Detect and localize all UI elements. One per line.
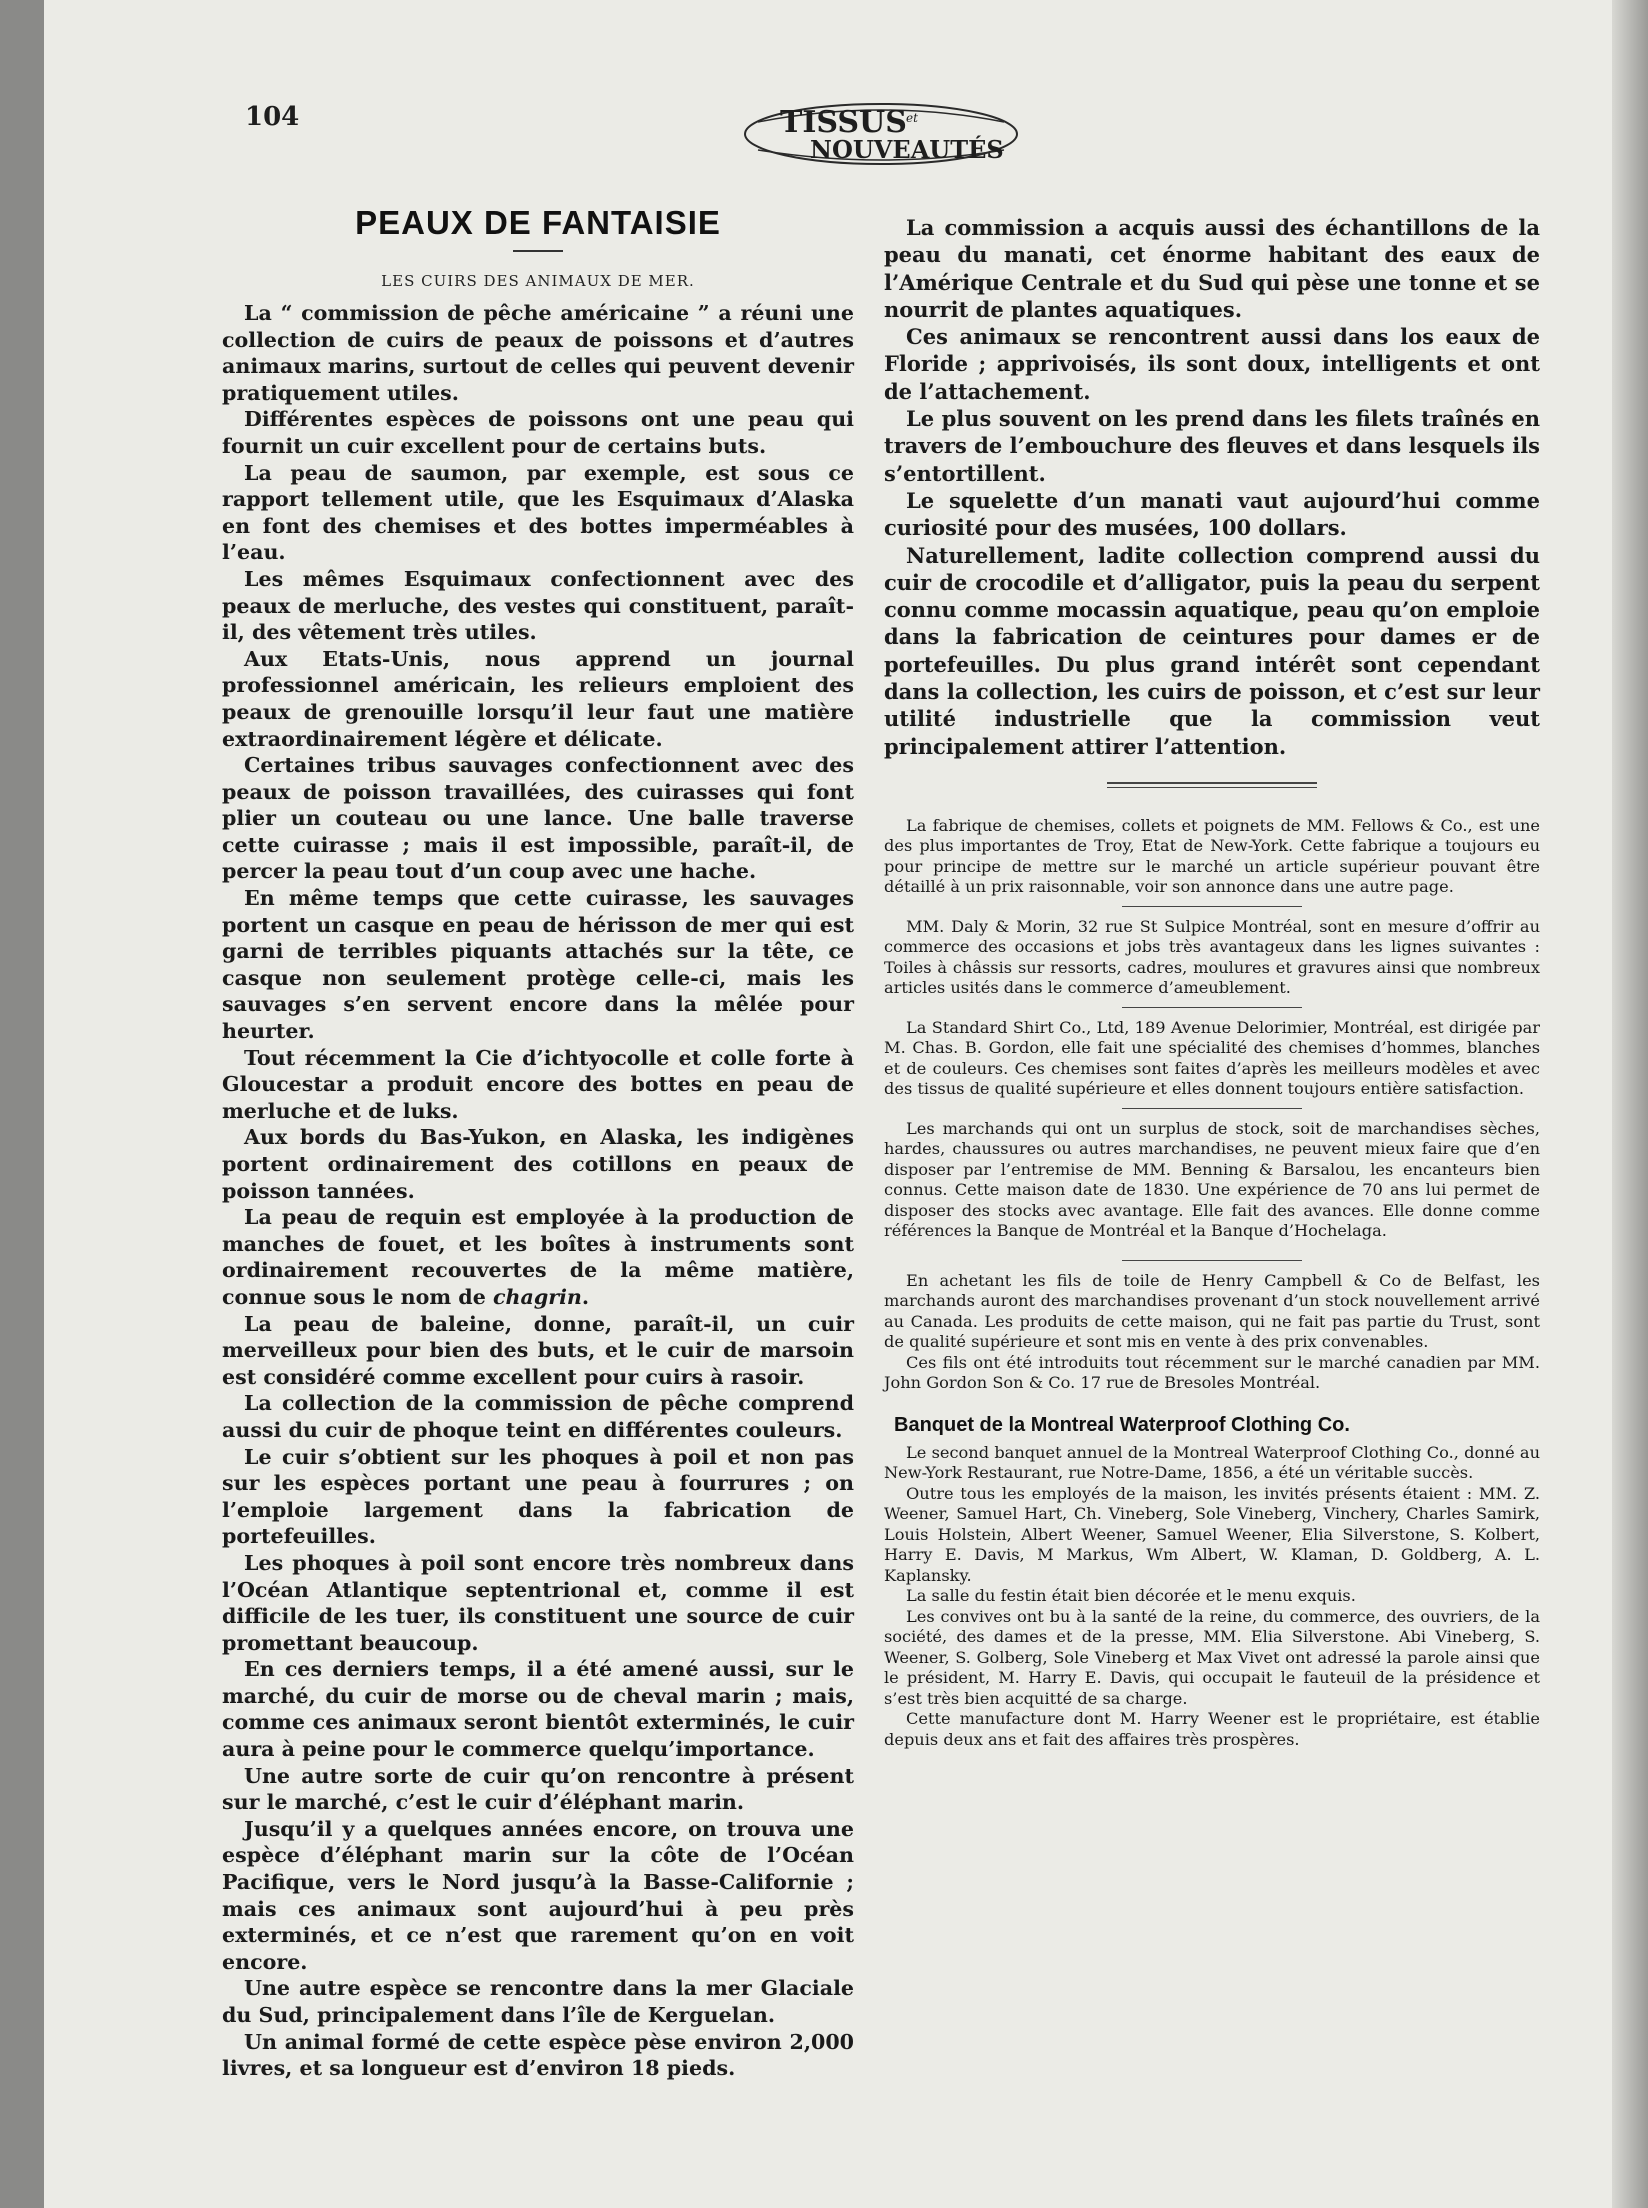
article-paragraph: Les mêmes Esquimaux confectionnent avec des peaux de merluche, des vestes qui constituent, paraît-il, des vêtement très utiles. xyxy=(222,566,854,645)
article-subtitle: LES CUIRS DES ANIMAUX DE MER. xyxy=(381,272,695,290)
article-paragraph: La “ commission de pêche américaine ” a réuni une collection de cuirs de peaux de poissons et d’autres animaux marins, surtout de celles qui peuvent devenir pratiquement utiles. xyxy=(222,301,854,405)
banquet-paragraph: Cette manufacture dont M. Harry Weener est le propriétaire, est établie depuis deux ans et fait des affaires très prospères. xyxy=(884,1709,1540,1749)
article-paragraph: Le cuir s’obtient sur les phoques à poil et non pas sur les espèces portant une peau à fourrures ; on l’emploie largement dans la fabrication de portefeuilles. xyxy=(222,1444,854,1549)
section-divider xyxy=(1107,782,1317,788)
article-paragraph: Le plus souvent on les prend dans les filets traînés en travers de l’embouchure des fleuves et dans lesquels ils s’entortillent. xyxy=(884,406,1540,486)
notice-benning-barsalou: Les marchands qui ont un surplus de stock, soit de marchandises sèches, hardes, chaussures ou autres marchandises, ne peuvent mieux faire que d’en disposer par l’entremise de MM. Benning & Barsalou, les encanteurs bien connus. Cette maison date de 1830. Une expérience de 70 ans lui permet de disposer des stocks avec avantage. Elle fait des avances. Elle donne comme références la Banque de Montréal et la Banque d’Hochelaga. xyxy=(884,1118,1540,1241)
article-title: PEAUX DE FANTAISIE xyxy=(355,204,721,241)
notice-daly-morin: MM. Daly & Morin, 32 rue St Sulpice Montréal, sont en mesure d’offrir au commerce des occasions et jobs très avantageux dans les lignes suivantes : Toiles à châssis sur ressorts, cadres, moulures et gravures ainsi que nombreux articles usités dans le commerce d’ameublement. xyxy=(884,916,1540,998)
title-rule xyxy=(513,250,563,252)
notice-standard-shirt: La Standard Shirt Co., Ltd, 189 Avenue Delorimier, Montréal, est dirigée par M. Chas. B. Gordon, elle fait une spécialité des chemises d’hommes, blanches et de couleurs. Ces chemises sont faites d’après les meilleurs modèles et avec des tissus de qualité supérieure et elles donnent toujours entière satisfaction. xyxy=(884,1017,1540,1099)
article-paragraph: Jusqu’il y a quelques années encore, on trouva une espèce d’éléphant marin sur la côte de l’Océan Pacifique, vers le Nord jusqu’à la Basse-Californie ; mais ces animaux sont aujourd’hui à peu près exterminés, et ce n’est que rarement qu’on en voit encore. xyxy=(222,1816,854,1974)
svg-text:TISSUS: TISSUS xyxy=(780,105,907,140)
article-paragraph: La peau de baleine, donne, paraît-il, un cuir merveilleux pour bien des buts, et le cuir de marsoin est considéré comme excellent pour cuirs à rasoir. xyxy=(222,1311,854,1389)
page-number: 104 xyxy=(245,102,300,132)
notice-divider xyxy=(1122,906,1302,907)
article-paragraph: En même temps que cette cuirasse, les sauvages portent un casque en peau de hérisson de mer qui est garni de terribles piquants attachés sur la tête, ce casque non seulement protège celle-ci, mais les sauvages s’en servent encore dans la mêlée pour heurter. xyxy=(222,886,854,1044)
article-paragraph: La commission a acquis aussi des échantillons de la peau du manati, cet énorme habitant des eaux de l’Amérique Centrale et du Sud qui pèse une tonne et se nourrit de plantes aquatiques. xyxy=(884,215,1540,322)
notice-campbell: En achetant les fils de toile de Henry Campbell & Co de Belfast, les marchands auront des marchandises provenant d’un stock nouvellement arrivé au Canada. Les produits de cette maison, qui ne fait pas partie du Trust, sont de qualité supérieure et sont mis en vente à des prix convenables. xyxy=(884,1270,1540,1352)
article-paragraph: Certaines tribus sauvages confectionnent avec des peaux de poisson travaillées, des cuirasses qui font plier un couteau ou une lance. Une balle traverse cette cuirasse ; mais il est impossible, paraît-il, de percer la peau tout d’un coup avec une hache. xyxy=(222,753,854,884)
article-paragraph: Un animal formé de cette espèce pèse environ 2,000 livres, et sa longueur est d’environ 18 pieds. xyxy=(222,2029,854,2081)
page-edge xyxy=(1612,0,1648,2208)
notice-fellows: La fabrique de chemises, collets et poignets de MM. Fellows & Co., est une des plus importantes de Troy, Etat de New-York. Cette fabrique a toujours eu pour principe de mettre sur le marché un article supérieur pouvant être détaillé à un prix raisonnable, voir son annonce dans une autre page. xyxy=(884,815,1540,897)
article-paragraph: Ces animaux se rencontrent aussi dans los eaux de Floride ; apprivoisés, ils sont doux, intelligents et ont de l’attachement. xyxy=(884,324,1540,404)
paragraph-punctuation: . xyxy=(581,1284,590,1309)
article-paragraph: Tout récemment la Cie d’ichtyocolle et colle forte à Gloucestar a produit encore des bottes en peau de merluche et de luks. xyxy=(222,1045,854,1123)
article-paragraph: Naturellement, ladite collection comprend aussi du cuir de crocodile et d’alligator, puis la peau du serpent connu comme mocassin aquatique, peau qu’on emploie dans la fabrication de ceintures pour dames er de portefeuilles. Du plus grand intérêt sont cependant dans la collection, les cuirs de poisson, et c’est sur leur utilité industrielle que la commission veut principalement attirer l’attention. xyxy=(884,542,1540,759)
article-paragraph: La collection de la commission de pêche comprend aussi du cuir de phoque teint en différentes couleurs. xyxy=(222,1391,854,1442)
masthead-logo xyxy=(738,94,1024,168)
paragraph-text: La peau de requin est employée à la production de manches de fouet, et les boîtes à instruments sont ordinairement recouvertes de la même matière, connue sous le nom de xyxy=(222,1205,854,1309)
svg-text:NOUVEAUTÉS: NOUVEAUTÉS xyxy=(810,135,1004,164)
left-column xyxy=(222,204,854,2082)
banquet-paragraph: La salle du festin était bien décorée et le menu exquis. xyxy=(906,1586,1356,1606)
banquet-title: Banquet de la Montreal Waterproof Clothing Co. xyxy=(894,1413,1350,1436)
notice-campbell-continued: Ces fils ont été introduits tout récemment sur le marché canadien par MM. John Gordon Son & Co. 17 rue de Bresoles Montréal. xyxy=(884,1352,1540,1393)
banquet-paragraph: Les convives ont bu à la santé de la reine, du commerce, des ouvriers, de la société, des dames et de la presse, MM. Elia Silverstone. Abi Vineberg, S. Weener, S. Golberg, Sole Vineberg et Max Vivet ont adressé la parole ainsi que le président, M. Harry E. Davis, qui occupait le fauteuil de la présidence et s’est très bien acquitté de sa charge. xyxy=(884,1606,1540,1708)
notice-divider xyxy=(1122,1108,1302,1109)
notice-divider xyxy=(1122,1007,1302,1008)
article-paragraph: Une autre espèce se rencontre dans la mer Glaciale du Sud, principalement dans l’île de Kerguelan. xyxy=(222,1976,854,2027)
article-paragraph: Le squelette d’un manati vaut aujourd’hui comme curiosité pour des musées, 100 dollars. xyxy=(884,487,1540,541)
article-paragraph: Une autre sorte de cuir qu’on rencontre à présent sur le marché, c’est le cuir d’éléphant marin. xyxy=(222,1763,854,1815)
article-paragraph: En ces derniers temps, il a été amené aussi, sur le marché, du cuir de morse ou de cheval marin ; mais, comme ces animaux seront bientôt exterminés, le cuir aura à peine pour le commerce quelqu’importance. xyxy=(222,1657,854,1762)
banquet-paragraph: Outre tous les employés de la maison, les invités présents étaient : MM. Z. Weener, Samuel Hart, Ch. Vineberg, Sole Vineberg, Vinchery, Charles Samirk, Louis Holstein, Albert Weener, Samuel Weener, Elia Silverstone, S. Kolbert, Harry E. Davis, M Markus, Wm Albert, W. Klaman, D. Goldberg, A. L. Kaplansky. xyxy=(884,1483,1540,1585)
article-paragraph: Les phoques à poil sont encore très nombreux dans l’Océan Atlantique septentrional et, comme il est difficile de les tuer, ils constituent une source de cuir promettant beaucoup. xyxy=(222,1550,854,1655)
article-paragraph: Différentes espèces de poissons ont une peau qui fournit un cuir excellent pour de certains buts. xyxy=(222,407,854,458)
notice-divider xyxy=(1122,1260,1302,1261)
article-paragraph-shagreen xyxy=(222,1204,854,1310)
article-paragraph: Aux Etats-Unis, nous apprend un journal professionnel américain, les relieurs emploient des peaux de grenouille lorsqu’il leur faut une matière extraordinairement légère et délicate. xyxy=(222,646,854,751)
svg-text:et: et xyxy=(906,111,918,125)
article-paragraph: Aux bords du Bas-Yukon, en Alaska, les indigènes portent ordinairement des cotillons en peaux de poisson tannées. xyxy=(222,1125,854,1203)
banquet-paragraph: Le second banquet annuel de la Montreal Waterproof Clothing Co., donné au New-York Restaurant, rue Notre-Dame, 1856, a été un véritable succès. xyxy=(884,1442,1540,1483)
right-column xyxy=(884,214,1540,1750)
article-paragraph: La peau de saumon, par exemple, est sous ce rapport tellement utile, que les Esquimaux d’Alaska en font des chemises et des bottes imperméables à l’eau. xyxy=(222,460,854,565)
italic-term: chagrin xyxy=(492,1284,582,1309)
